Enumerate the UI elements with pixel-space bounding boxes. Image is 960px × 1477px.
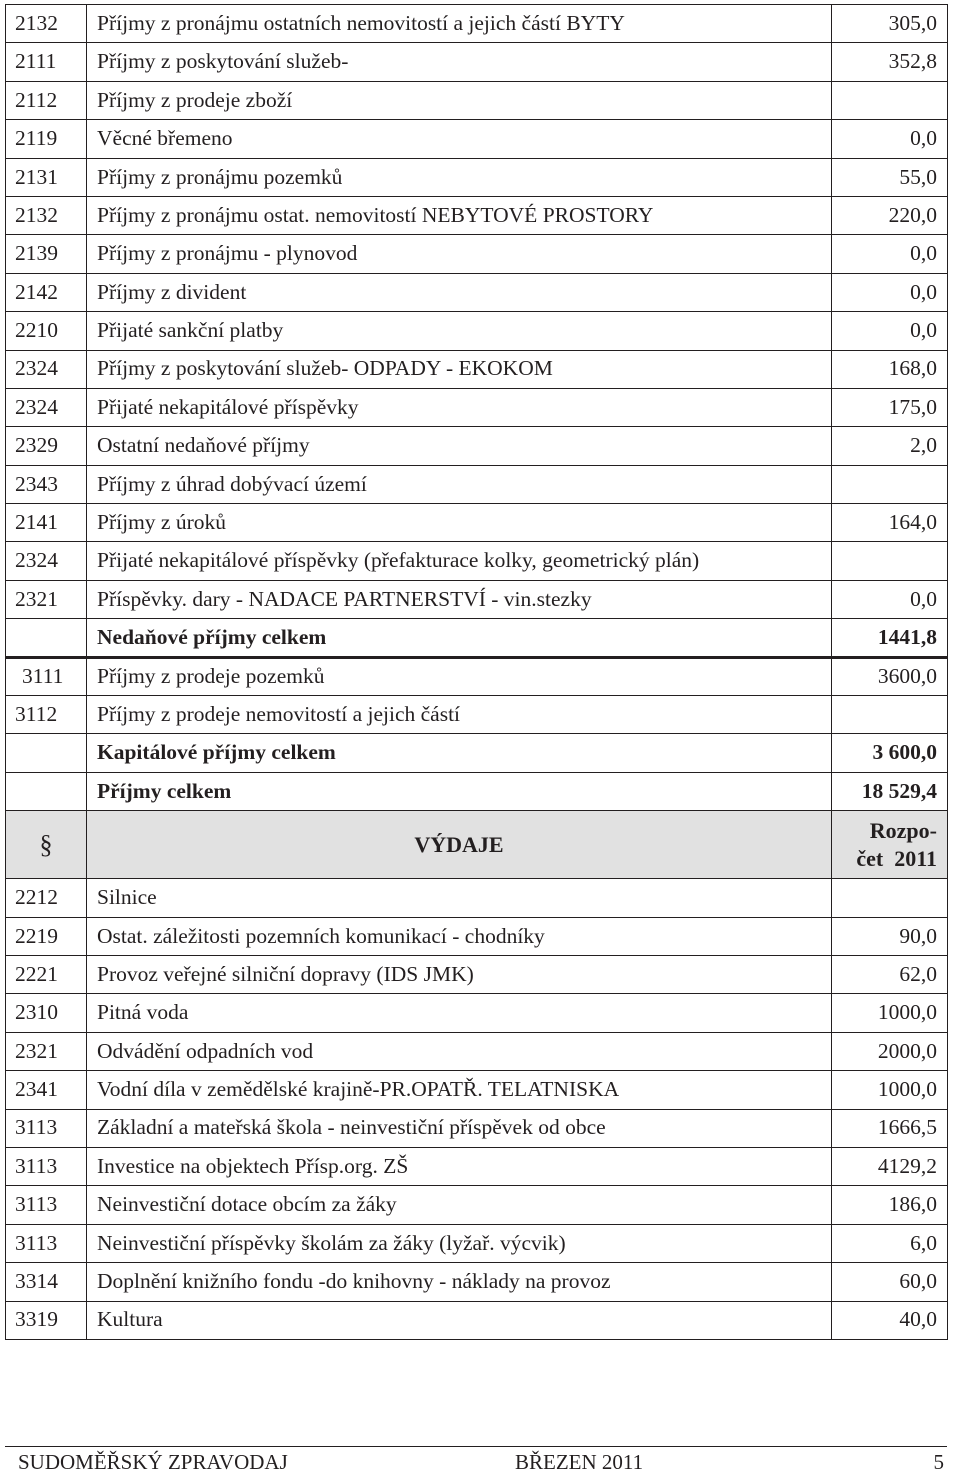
item-code: 3112 — [6, 696, 87, 734]
item-code: 2219 — [6, 917, 87, 955]
expense-row — [6, 1263, 948, 1301]
item-description: Příjmy z úhrad dobývací území — [87, 465, 832, 503]
expense-row — [6, 1071, 948, 1109]
item-description: Věcné břemeno — [87, 120, 832, 158]
item-code: 3113 — [6, 1109, 87, 1147]
item-description: Příjmy z prodeje pozemků — [87, 657, 832, 695]
income-row — [6, 158, 948, 196]
item-code: 2341 — [6, 1071, 87, 1109]
income-row — [6, 43, 948, 81]
income-row — [6, 580, 948, 618]
item-amount: 3600,0 — [832, 657, 948, 695]
budget-table-body — [6, 5, 948, 1340]
item-description: Příjmy z poskytování služeb- ODPADY - EKOKOM — [87, 350, 832, 388]
item-amount: 0,0 — [832, 273, 948, 311]
item-description: Příjmy z prodeje zboží — [87, 81, 832, 119]
expense-row — [6, 1224, 948, 1262]
item-amount: 55,0 — [832, 158, 948, 196]
expense-row — [6, 955, 948, 993]
item-code: 3113 — [6, 1224, 87, 1262]
item-description: Příspěvky. dary - NADACE PARTNERSTVÍ - vin.stezky — [87, 580, 832, 618]
item-description: Přijaté sankční platby — [87, 312, 832, 350]
item-amount — [832, 879, 948, 917]
item-description: Ostatní nedaňové příjmy — [87, 427, 832, 465]
total-code-empty — [6, 619, 87, 657]
expense-row — [6, 994, 948, 1032]
item-description: Přijaté nekapitálové příspěvky — [87, 388, 832, 426]
item-amount: 6,0 — [832, 1224, 948, 1262]
capital-income-row — [6, 696, 948, 734]
item-amount: 168,0 — [832, 350, 948, 388]
item-code: 2112 — [6, 81, 87, 119]
item-code: 2221 — [6, 955, 87, 993]
item-description: Příjmy z pronájmu - plynovod — [87, 235, 832, 273]
item-code: 3113 — [6, 1147, 87, 1185]
income-row — [6, 427, 948, 465]
expense-row — [6, 917, 948, 955]
total-amount: 18 529,4 — [832, 772, 948, 810]
item-description: Základní a mateřská škola - neinvestiční příspěvek od obce — [87, 1109, 832, 1147]
budget-header-line2: čet 2011 — [856, 845, 937, 871]
item-description: Neinvestiční dotace obcím za žáky — [87, 1186, 832, 1224]
expense-section-title: VÝDAJE — [87, 811, 832, 879]
capital-income-row — [6, 657, 948, 695]
item-code: 2321 — [6, 580, 87, 618]
item-amount: 220,0 — [832, 196, 948, 234]
footer-page-number: 5 — [933, 1450, 944, 1474]
item-code: 3319 — [6, 1301, 87, 1339]
item-amount — [832, 696, 948, 734]
item-amount: 40,0 — [832, 1301, 948, 1339]
item-amount: 2000,0 — [832, 1032, 948, 1070]
page-footer — [5, 1446, 947, 1477]
item-amount: 1000,0 — [832, 1071, 948, 1109]
item-description: Investice na objektech Přísp.org. ZŠ — [87, 1147, 832, 1185]
income-row — [6, 196, 948, 234]
item-description: Silnice — [87, 879, 832, 917]
income-row — [6, 235, 948, 273]
item-amount: 0,0 — [832, 120, 948, 158]
income-row — [6, 120, 948, 158]
item-amount: 0,0 — [832, 580, 948, 618]
item-amount: 0,0 — [832, 235, 948, 273]
item-description: Doplnění knižního fondu -do knihovny - náklady na provoz — [87, 1263, 832, 1301]
income-row — [6, 465, 948, 503]
item-amount — [832, 465, 948, 503]
item-code: 2141 — [6, 504, 87, 542]
item-description: Příjmy z pronájmu ostat. nemovitostí NEBYTOVÉ PROSTORY — [87, 196, 832, 234]
item-description: Odvádění odpadních vod — [87, 1032, 832, 1070]
footer-issue-date: BŘEZEN 2011 — [515, 1450, 644, 1474]
expense-header-row — [6, 811, 948, 879]
item-code: 2131 — [6, 158, 87, 196]
kapitalove-total-row — [6, 734, 948, 772]
item-code: 2132 — [6, 196, 87, 234]
item-description: Příjmy z pronájmu pozemků — [87, 158, 832, 196]
item-code: 2324 — [6, 388, 87, 426]
budget-header-line1: Rozpo- — [869, 818, 937, 844]
item-amount — [832, 81, 948, 119]
total-label: Kapitálové příjmy celkem — [87, 734, 832, 772]
item-amount: 60,0 — [832, 1263, 948, 1301]
item-amount: 352,8 — [832, 43, 948, 81]
total-amount: 3 600,0 — [832, 734, 948, 772]
item-description: Provoz veřejné silniční dopravy (IDS JMK) — [87, 955, 832, 993]
item-amount — [832, 542, 948, 580]
expense-row — [6, 879, 948, 917]
prijmy-total-row — [6, 772, 948, 810]
income-row — [6, 350, 948, 388]
item-amount: 164,0 — [832, 504, 948, 542]
item-description: Příjmy z prodeje nemovitostí a jejich částí — [87, 696, 832, 734]
item-amount: 175,0 — [832, 388, 948, 426]
total-code-empty — [6, 772, 87, 810]
nedanove-total-row — [6, 619, 948, 657]
expense-row — [6, 1301, 948, 1339]
item-code: 2119 — [6, 120, 87, 158]
budget-table — [5, 4, 948, 1340]
item-code: 3113 — [6, 1186, 87, 1224]
item-code: 2111 — [6, 43, 87, 81]
item-description: Příjmy z divident — [87, 273, 832, 311]
item-code: 2210 — [6, 312, 87, 350]
item-code: 2324 — [6, 542, 87, 580]
expense-row — [6, 1186, 948, 1224]
item-description: Neinvestiční příspěvky školám za žáky (lyžař. výcvik) — [87, 1224, 832, 1262]
item-description: Příjmy z úroků — [87, 504, 832, 542]
item-description: Pitná voda — [87, 994, 832, 1032]
item-amount: 1666,5 — [832, 1109, 948, 1147]
income-row — [6, 273, 948, 311]
item-code: 2343 — [6, 465, 87, 503]
income-row — [6, 5, 948, 43]
item-description: Příjmy z poskytování služeb- — [87, 43, 832, 81]
item-amount: 62,0 — [832, 955, 948, 993]
total-code-empty — [6, 734, 87, 772]
income-row — [6, 542, 948, 580]
expense-row — [6, 1109, 948, 1147]
item-description: Vodní díla v zemědělské krajině-PR.OPATŘ. TELATNISKA — [87, 1071, 832, 1109]
item-code: 2132 — [6, 5, 87, 43]
income-row — [6, 504, 948, 542]
income-row — [6, 312, 948, 350]
item-amount: 186,0 — [832, 1186, 948, 1224]
total-label: Nedaňové příjmy celkem — [87, 619, 832, 657]
total-amount: 1441,8 — [832, 619, 948, 657]
budget-column-header — [832, 811, 948, 879]
footer-publication: SUDOMĚŘSKÝ ZPRAVODAJ — [18, 1450, 288, 1474]
item-code: 3111 — [6, 657, 87, 695]
item-code: 3314 — [6, 1263, 87, 1301]
item-code: 2310 — [6, 994, 87, 1032]
item-code: 2324 — [6, 350, 87, 388]
item-code: 2212 — [6, 879, 87, 917]
item-amount: 1000,0 — [832, 994, 948, 1032]
income-row — [6, 81, 948, 119]
item-description: Příjmy z pronájmu ostatních nemovitostí a jejich částí BYTY — [87, 5, 832, 43]
item-code: 2321 — [6, 1032, 87, 1070]
expense-row — [6, 1032, 948, 1070]
item-description: Přijaté nekapitálové příspěvky (přefakturace kolky, geometrický plán) — [87, 542, 832, 580]
total-label: Příjmy celkem — [87, 772, 832, 810]
item-amount: 2,0 — [832, 427, 948, 465]
item-description: Kultura — [87, 1301, 832, 1339]
expense-row — [6, 1147, 948, 1185]
item-code: 2139 — [6, 235, 87, 273]
item-amount: 0,0 — [832, 312, 948, 350]
item-amount: 305,0 — [832, 5, 948, 43]
item-amount: 90,0 — [832, 917, 948, 955]
item-description: Ostat. záležitosti pozemních komunikací - chodníky — [87, 917, 832, 955]
income-row — [6, 388, 948, 426]
item-code: 2142 — [6, 273, 87, 311]
item-amount: 4129,2 — [832, 1147, 948, 1185]
paragraph-sign: § — [6, 811, 87, 879]
item-code: 2329 — [6, 427, 87, 465]
